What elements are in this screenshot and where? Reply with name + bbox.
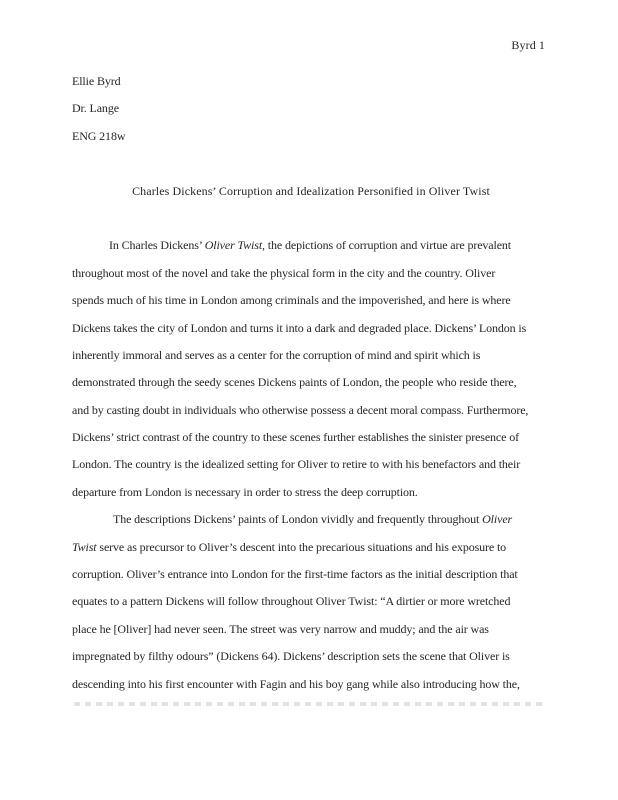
text-segment: spends much of his time in London among criminals and the impoverished, and here is where — [72, 293, 511, 308]
essay-line — [72, 671, 550, 698]
italic-text-segment: Twist — [72, 539, 97, 554]
essay-line — [72, 479, 550, 506]
author-name: Ellie Byrd — [72, 74, 121, 88]
header-page-number: Byrd 1 — [511, 38, 545, 52]
text-segment: corruption. Oliver’s entrance into London for the first-time factors as the initial description that — [72, 567, 518, 582]
course-number: ENG 218w — [72, 128, 126, 143]
essay-line — [72, 643, 550, 670]
essay-line — [72, 315, 550, 342]
essay-line — [72, 534, 550, 561]
text-segment: London. The country is the idealized setting for Oliver to retire to with his benefactors and their — [72, 457, 521, 472]
italic-text-segment: Oliver Twist, — [204, 238, 265, 253]
essay-body — [72, 232, 550, 698]
essay-line — [72, 342, 550, 369]
essay-line — [72, 561, 550, 588]
instructor-name: Dr. Lange — [72, 101, 119, 116]
text-segment: place he [Oliver] had never seen. The street was very narrow and muddy; and the air was — [72, 621, 489, 636]
blank-line — [72, 150, 550, 177]
essay-line — [72, 260, 550, 287]
essay-line — [72, 397, 550, 424]
text-segment: The descriptions Dickens’ paints of London vividly and frequently throughout — [113, 512, 483, 527]
text-segment: throughout most of the novel and take the physical form in the city and the country. Oliver — [72, 265, 496, 280]
cropped-next-line-artifact — [74, 702, 544, 706]
text-segment: inherently immoral and serves as a center for the corruption of mind and spirit which is — [72, 347, 481, 362]
essay-line — [72, 616, 550, 643]
text-segment: impregnated by filthy odours” (Dickens 64). Dickens’ description sets the scene that Oliver is — [72, 649, 510, 664]
text-segment: descending into his first encounter with Fagin and his boy gang while also introducing how the, — [72, 676, 520, 691]
essay-line — [72, 232, 550, 259]
text-segment: equates to a pattern Dickens will follow throughout Oliver Twist: “A dirtier or more wretched — [72, 594, 511, 609]
text-segment: Dickens takes the city of London and turns it into a dark and degraded place. Dickens’ London is — [72, 320, 527, 335]
essay-line — [72, 369, 550, 396]
essay-title: Charles Dickens’ Corruption and Idealization Personified in Oliver Twist — [132, 183, 490, 198]
text-segment: departure from London is necessary in order to stress the deep corruption. — [72, 484, 418, 499]
text-segment: serve as precursor to Oliver’s descent into the precarious situations and his exposure to — [96, 539, 507, 554]
essay-line — [72, 506, 550, 533]
essay-line — [72, 451, 550, 478]
essay-line — [72, 287, 550, 314]
text-segment: demonstrated through the seedy scenes Dickens paints of London, the people who reside there, — [72, 375, 517, 390]
italic-text-segment: Oliver — [482, 512, 513, 527]
essay-line — [72, 588, 550, 615]
essay-line — [72, 424, 550, 451]
blank-line — [72, 205, 550, 232]
text-segment: Dickens’ strict contrast of the country to these scenes further establishes the sinister presence of — [72, 430, 519, 445]
essay-content — [72, 68, 550, 698]
text-segment: the depictions of corruption and virtue are prevalent — [264, 238, 512, 253]
text-segment: In Charles Dickens’ — [109, 238, 205, 253]
text-segment: and by casting doubt in individuals who otherwise possess a decent moral compass. Furthermore, — [72, 402, 529, 417]
